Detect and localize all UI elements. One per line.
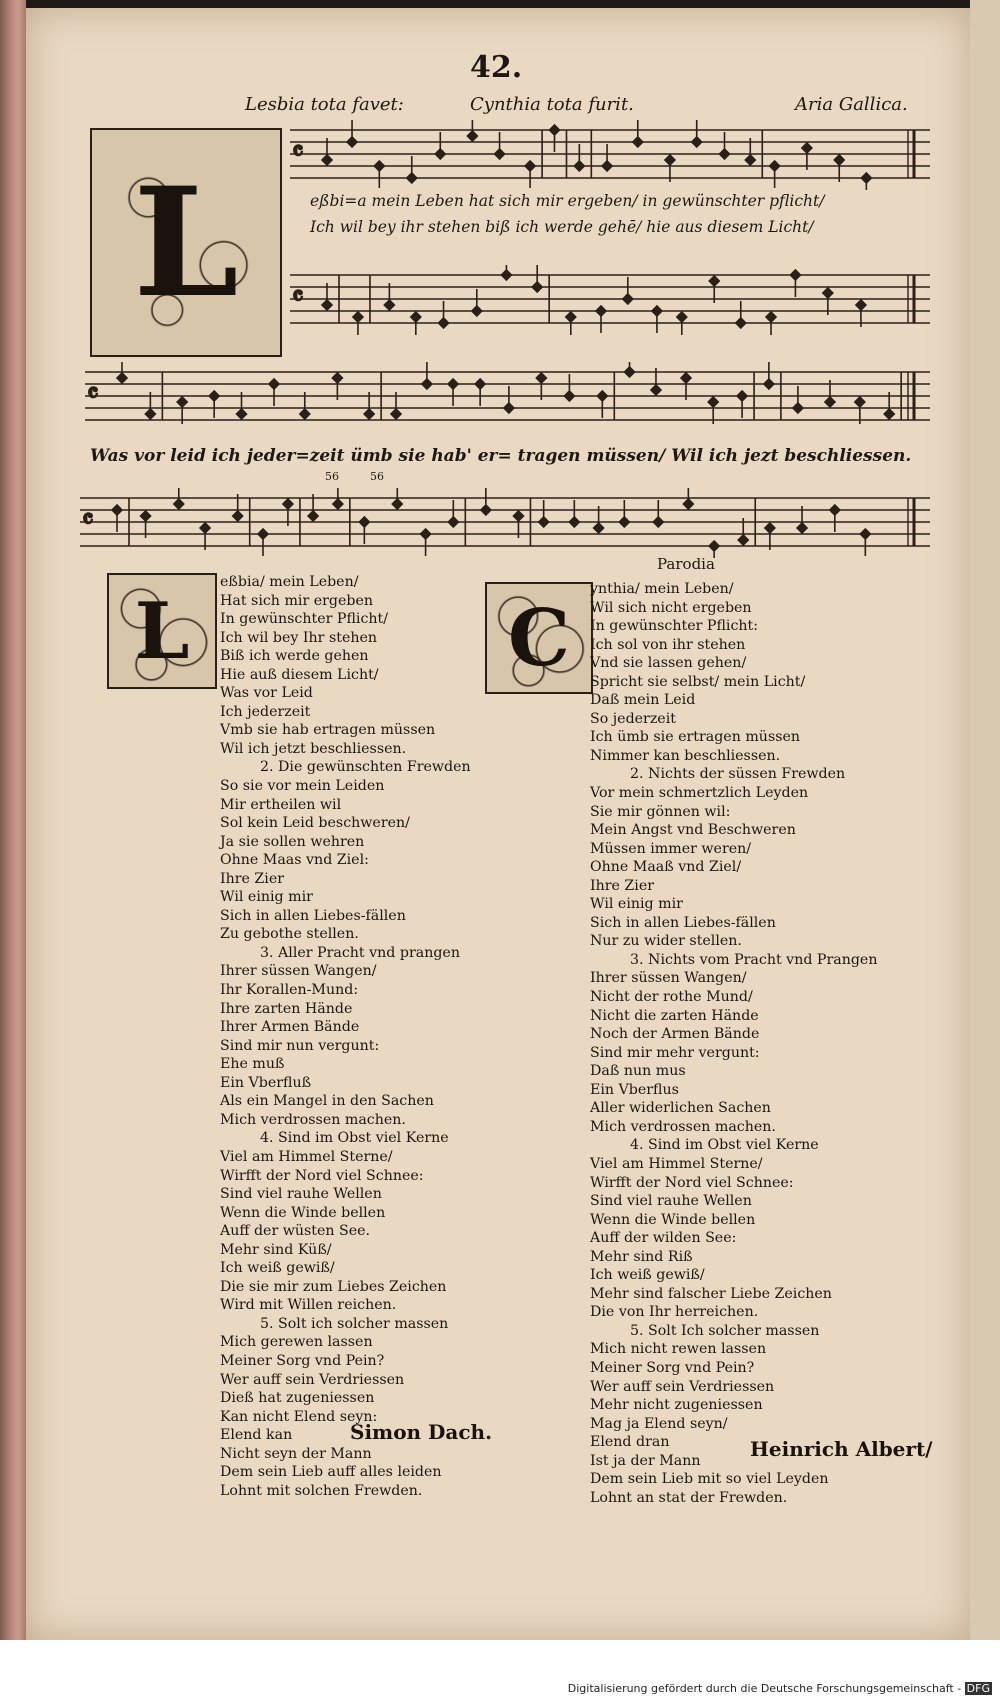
poem-line: Elend kan <box>220 1427 293 1444</box>
poem-line: Dem sein Lieb auff alles leiden <box>220 1464 442 1481</box>
poem-line: Wer auff sein Verdriessen <box>220 1371 405 1388</box>
poem-line: Nicht die zarten Hände <box>590 1007 759 1024</box>
poem-line: Aller widerlichen Sachen <box>590 1100 771 1117</box>
poem-line: Auff der wüsten See. <box>220 1223 371 1240</box>
poem-line: Ehe muß <box>220 1056 285 1073</box>
poem-line: Lohnt an stat der Frewden. <box>590 1489 788 1506</box>
svg-text:𝄴: 𝄴 <box>82 505 94 535</box>
initial-letter-right: C <box>507 592 571 684</box>
music-staff-4 <box>80 488 930 558</box>
dfg-badge: DFG <box>966 1682 990 1695</box>
poem-right <box>590 580 877 1507</box>
poem-line: Sind viel rauhe Wellen <box>220 1186 382 1203</box>
poem-line: Mehr sind Küß/ <box>220 1241 332 1258</box>
poem-line: Sich in allen Liebes-fällen <box>590 914 776 931</box>
poem-line: Ihrer Armen Bände <box>220 1019 360 1036</box>
poem-line: Sol kein Leid beschweren/ <box>220 815 410 832</box>
poem-line: 3. Nichts vom Pracht vnd Prangen <box>630 951 878 968</box>
poem-line: Ein Vberflus <box>590 1081 679 1098</box>
poem-line: Wenn die Winde bellen <box>590 1211 756 1228</box>
poem-line: ynthia/ mein Leben/ <box>590 581 734 597</box>
poem-line: Wenn die Winde bellen <box>220 1204 386 1221</box>
poem-line: Müssen immer weren/ <box>590 840 752 857</box>
music-staff-1 <box>290 120 930 190</box>
book-edge <box>0 0 26 1640</box>
poem-line: Ihrer süssen Wangen/ <box>220 963 377 980</box>
poem-line: Sind viel rauhe Wellen <box>590 1193 752 1210</box>
lyric-line-3: Was vor leid ich jeder=zeit ümb sie hab' er= tragen müssen/ Wil ich jezt beschliessen. <box>90 446 912 466</box>
poem-line: Nicht der rothe Mund/ <box>590 989 753 1006</box>
poem-line: Mehr nicht zugeniessen <box>590 1397 763 1414</box>
poem-line: Nicht seyn der Mann <box>220 1445 372 1462</box>
decorative-initial-left <box>107 573 217 689</box>
poem-line: Ihrer süssen Wangen/ <box>590 970 747 987</box>
poem-line: Noch der Armen Bände <box>590 1026 760 1043</box>
footer-text: Digitalisierung gefördert durch die Deutsche Forschungsgemeinschaft - <box>567 1682 965 1695</box>
poem-line: Ich sol von ihr stehen <box>590 636 746 653</box>
poem-line: Dem sein Lieb mit so viel Leyden <box>590 1471 829 1488</box>
poem-line: So jederzeit <box>590 710 676 727</box>
poem-line: Vnd sie lassen gehen/ <box>590 655 747 672</box>
poem-line: Was vor Leid <box>220 685 313 702</box>
poem-line: Dieß hat zugeniessen <box>220 1390 375 1407</box>
poem-line: Sind mir mehr vergunt: <box>590 1044 760 1061</box>
signature-left: Simon Dach. <box>350 1420 493 1444</box>
lyric-line-2: Ich wil bey ihr stehen biß ich werde gehē/ hie aus diesem Licht/ <box>310 218 814 236</box>
poem-line: Ihre zarten Hände <box>220 1000 353 1017</box>
poem-line: Ihre Zier <box>220 870 285 887</box>
poem-line: Wird mit Willen reichen. <box>220 1297 397 1314</box>
page-number: 42. <box>470 50 523 85</box>
poem-line: Ohne Maas vnd Ziel: <box>220 852 369 869</box>
parody-title: Parodia <box>657 555 715 573</box>
figure-2: 56 <box>370 470 384 483</box>
poem-line: Mehr sind falscher Liebe Zeichen <box>590 1285 832 1302</box>
poem-line: In gewünschter Pflicht: <box>590 618 759 635</box>
poem-line: Ihre Zier <box>590 877 655 894</box>
initial-letter-left: L <box>134 585 190 677</box>
figure-1: 56 <box>325 470 339 483</box>
poem-line: Sie mir gönnen wil: <box>590 803 731 820</box>
poem-line: Nimmer kan beschliessen. <box>590 747 781 764</box>
poem-line: Viel am Himmel Sterne/ <box>220 1148 393 1165</box>
poem-line: 5. Solt Ich solcher massen <box>630 1322 820 1339</box>
poem-line: Mich gerewen lassen <box>220 1334 373 1351</box>
poem-line: Wirfft der Nord viel Schnee: <box>220 1167 424 1184</box>
poem-line: 2. Die gewünschten Frewden <box>260 759 471 776</box>
header-center: Cynthia tota furit. <box>470 94 634 115</box>
poem-line: 4. Sind im Obst viel Kerne <box>630 1137 819 1154</box>
poem-line: Ich ümb sie ertragen müssen <box>590 729 801 746</box>
poem-line: Meiner Sorg vnd Pein? <box>220 1352 385 1369</box>
poem-line: Die sie mir zum Liebes Zeichen <box>220 1278 447 1295</box>
poem-line: Vmb sie hab ertragen müssen <box>220 722 436 739</box>
poem-line: Daß nun mus <box>590 1063 686 1080</box>
poem-line: Ihr Korallen-Mund: <box>220 982 359 999</box>
decorative-initial-large <box>90 128 282 357</box>
poem-line: Ein Vberfluß <box>220 1074 312 1091</box>
poem-line: Mein Angst vnd Beschweren <box>590 822 796 839</box>
poem-line: Ich jederzeit <box>220 703 311 720</box>
poem-line: 4. Sind im Obst viel Kerne <box>260 1130 449 1147</box>
poem-line: Meiner Sorg vnd Pein? <box>590 1359 755 1376</box>
poem-line: Wil sich nicht ergeben <box>590 599 752 616</box>
poem-line: Ja sie sollen wehren <box>220 833 365 850</box>
footer-bar <box>0 1640 1000 1700</box>
poem-line: 2. Nichts der süssen Frewden <box>630 766 846 783</box>
poem-line: Wer auff sein Verdriessen <box>590 1378 775 1395</box>
initial-letter: L <box>133 154 239 331</box>
footer-credit <box>568 1682 992 1695</box>
poem-line: eßbia/ mein Leben/ <box>220 574 359 590</box>
music-staff-2 <box>290 265 930 335</box>
poem-line: Mag ja Elend seyn/ <box>590 1415 728 1432</box>
lyric-line-1: eßbi=a mein Leben hat sich mir ergeben/ in gewünschter pflicht/ <box>310 192 825 210</box>
poem-line: Wil einig mir <box>220 889 313 906</box>
poem-line: Wirfft der Nord viel Schnee: <box>590 1174 794 1191</box>
poem-line: Sich in allen Liebes-fällen <box>220 907 406 924</box>
poem-line: 5. Solt ich solcher massen <box>260 1315 449 1332</box>
poem-line: Mehr sind Riß <box>590 1248 693 1265</box>
svg-text:𝄴: 𝄴 <box>87 379 99 409</box>
music-staff-3 <box>85 362 930 432</box>
poem-line: Biß ich werde gehen <box>220 648 369 665</box>
poem-line: Mich nicht rewen lassen <box>590 1341 767 1358</box>
poem-line: Ich weiß gewiß/ <box>590 1267 705 1284</box>
header-right: Aria Gallica. <box>795 94 908 115</box>
poem-line: Sind mir nun vergunt: <box>220 1037 380 1054</box>
poem-line: So sie vor mein Leiden <box>220 778 385 795</box>
poem-line: Vor mein schmertzlich Leyden <box>590 785 809 802</box>
poem-line: Als ein Mangel in den Sachen <box>220 1093 434 1110</box>
poem-line: Wil ich jetzt beschliessen. <box>220 740 407 757</box>
poem-line: Mir ertheilen wil <box>220 796 342 813</box>
poem-line: Mich verdrossen machen. <box>220 1111 406 1128</box>
poem-line: In gewünschter Pflicht/ <box>220 611 389 628</box>
poem-line: Viel am Himmel Sterne/ <box>590 1155 763 1172</box>
poem-line: Spricht sie selbst/ mein Licht/ <box>590 673 806 690</box>
poem-line: Daß mein Leid <box>590 692 696 709</box>
poem-line: Mich verdrossen machen. <box>590 1118 776 1135</box>
poem-line: Elend dran <box>590 1434 670 1451</box>
poem-line: Ist ja der Mann <box>590 1452 701 1469</box>
poem-line: 3. Aller Pracht vnd prangen <box>260 944 460 961</box>
poem-line: Hie auß diesem Licht/ <box>220 666 379 683</box>
signature-right: Heinrich Albert/ <box>750 1437 933 1461</box>
poem-line: Ohne Maaß vnd Ziel/ <box>590 859 742 876</box>
poem-line: Kan nicht Elend seyn: <box>220 1408 378 1425</box>
poem-line: Hat sich mir ergeben <box>220 592 374 609</box>
poem-line: Ich weiß gewiß/ <box>220 1260 335 1277</box>
header-left: Lesbia tota favet: <box>245 94 404 115</box>
poem-line: Nur zu wider stellen. <box>590 933 742 950</box>
poem-line: Zu gebothe stellen. <box>220 926 359 943</box>
svg-text:𝄴: 𝄴 <box>292 282 304 312</box>
poem-left <box>220 573 471 1500</box>
decorative-initial-right <box>485 582 593 694</box>
poem-line: Auff der wilden See: <box>590 1230 737 1247</box>
poem-line: Die von Ihr herreichen. <box>590 1304 759 1321</box>
poem-line: Lohnt mit solchen Frewden. <box>220 1482 423 1499</box>
poem-line: Wil einig mir <box>590 896 683 913</box>
next-page-edge <box>970 0 1000 1640</box>
poem-line: Ich wil bey Ihr stehen <box>220 629 378 646</box>
svg-text:𝄴: 𝄴 <box>292 137 304 167</box>
